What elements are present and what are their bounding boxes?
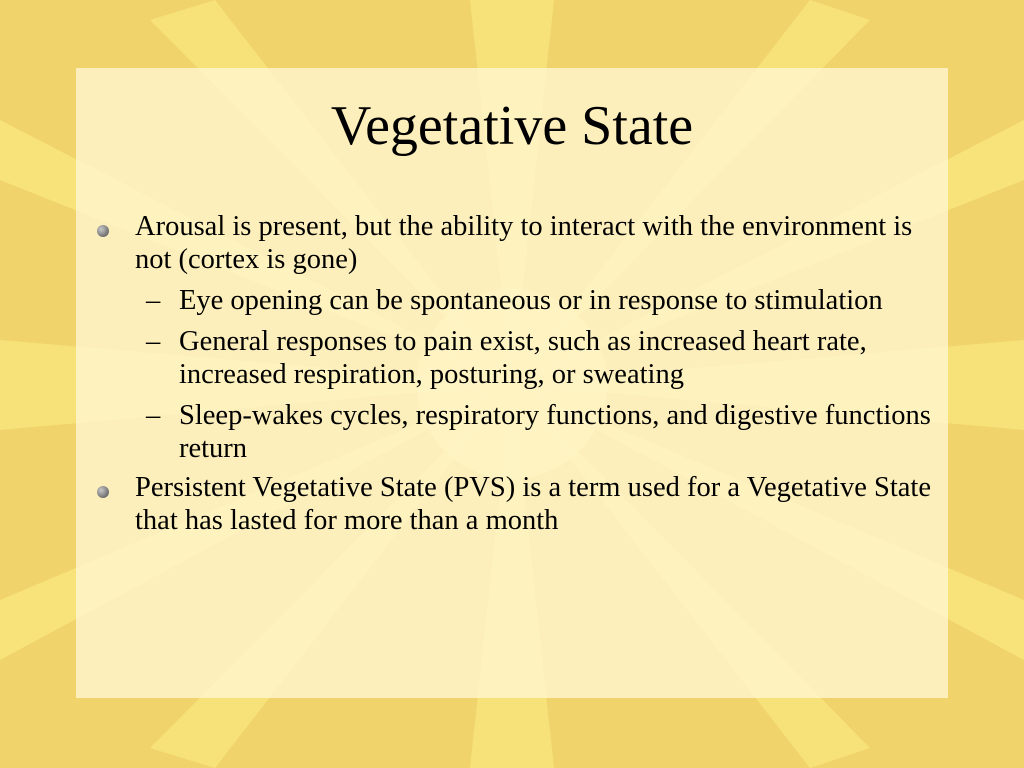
- bullet-list: [95, 206, 945, 537]
- dash-icon: –: [146, 326, 161, 357]
- sub-bullet-text: Sleep-wakes cycles, respiratory functions, and digestive functions return: [179, 400, 931, 464]
- dash-icon: –: [146, 285, 161, 316]
- dash-icon: –: [146, 400, 161, 431]
- sub-bullet-item: [135, 284, 945, 317]
- bullet-dot-icon: [97, 486, 109, 498]
- bullet-item: [95, 210, 945, 465]
- bullet-dot-icon: [97, 225, 109, 237]
- sub-bullet-list: [135, 284, 945, 465]
- sub-bullet-item: [135, 399, 945, 465]
- bullet-item: [95, 471, 945, 537]
- bullet-text: Arousal is present, but the ability to interact with the environment is not (cortex is gone): [135, 211, 913, 275]
- sub-bullet-text: Eye opening can be spontaneous or in response to stimulation: [179, 285, 883, 316]
- slide-title: Vegetative State: [330, 95, 694, 157]
- bullet-text: Persistent Vegetative State (PVS) is a term used for a Vegetative State that has lasted for more than a month: [135, 472, 931, 536]
- sub-bullet-text: General responses to pain exist, such as increased heart rate, increased respiration, posturing, or sweating: [179, 326, 867, 390]
- sub-bullet-item: [135, 325, 945, 391]
